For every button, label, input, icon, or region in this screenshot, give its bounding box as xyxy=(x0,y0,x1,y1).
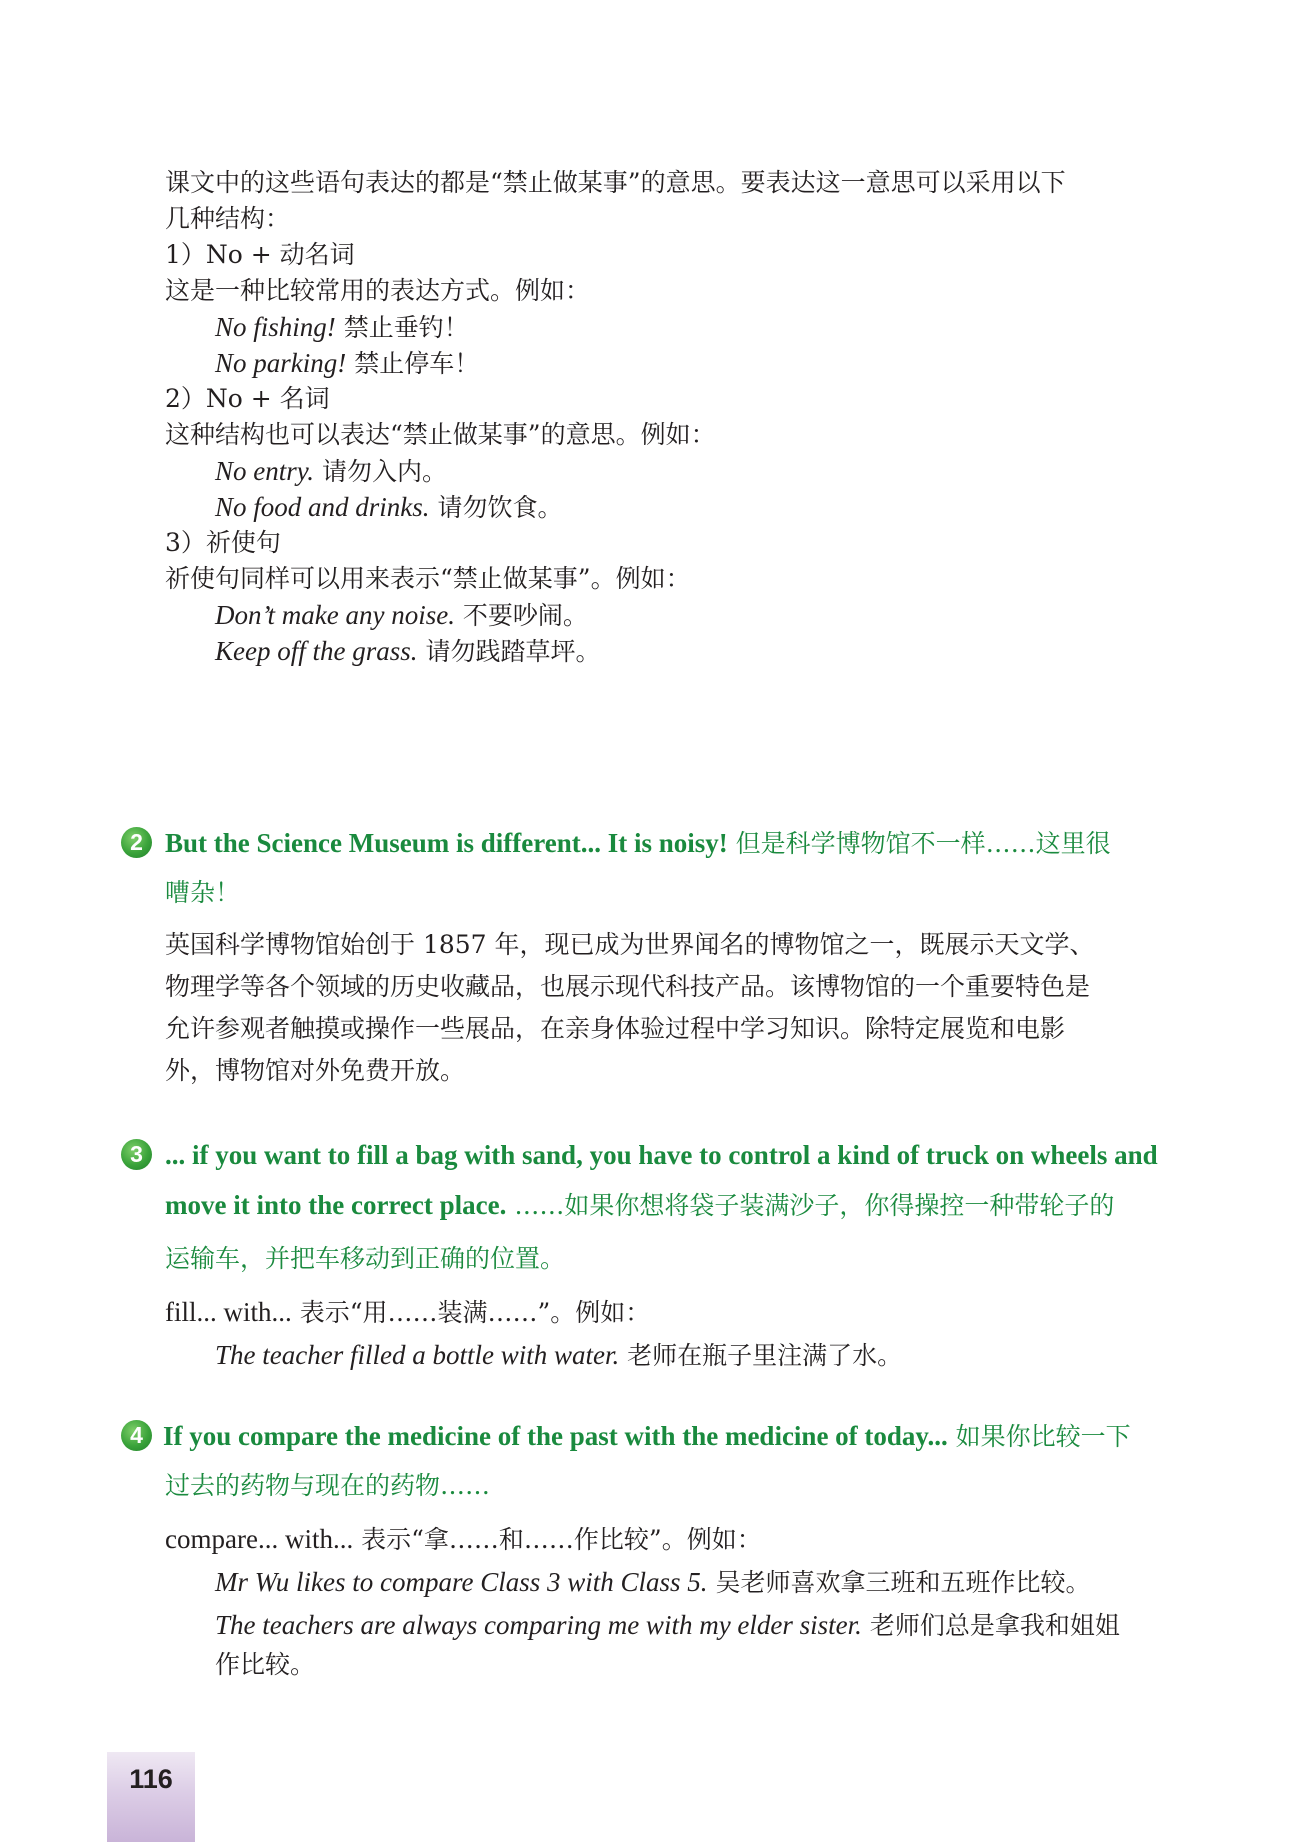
example-en: No fishing! xyxy=(215,312,336,342)
example-keep-off-grass xyxy=(215,636,600,667)
note-2-heading-zh: 但是科学博物馆不一样……这里很 xyxy=(727,829,1111,858)
structure-1-desc: 这是一种比较常用的表达方式。例如： xyxy=(165,276,591,305)
example-zh: 禁止垂钓！ xyxy=(335,313,469,342)
note-4-usage-zh: 表示“拿……和……作比较”。例如： xyxy=(353,1525,762,1554)
page-number: 116 xyxy=(129,1764,173,1794)
example-en: No parking! xyxy=(215,348,347,378)
example-zh: 请勿践踏草坪。 xyxy=(417,637,601,666)
example-zh: 吴老师喜欢拿三班和五班作比较。 xyxy=(707,1568,1091,1597)
example-zh: 请勿入内。 xyxy=(314,457,447,486)
structure-3-desc: 祈使句同样可以用来表示“禁止做某事”。例如： xyxy=(165,564,691,593)
example-en: Don’t make any noise. xyxy=(215,600,455,630)
example-zh: 禁止停车！ xyxy=(346,349,480,378)
note-number-icon: 3 xyxy=(121,1139,152,1170)
example-en: No food and drinks. xyxy=(215,492,430,522)
example-zh: 不要吵闹。 xyxy=(454,601,588,630)
structure-1-title: 1）No + 动名词 xyxy=(165,240,355,269)
note-4-usage-en: compare... with... xyxy=(165,1524,354,1554)
structure-2-desc: 这种结构也可以表达“禁止做某事”的意思。例如： xyxy=(165,420,716,449)
note-4-heading-line-2: 过去的药物与现在的药物…… xyxy=(165,1471,491,1500)
note-4-heading-zh: 如果你比较一下 xyxy=(947,1422,1131,1451)
example-no-entry xyxy=(215,456,447,487)
note-4-usage xyxy=(165,1524,762,1555)
example-no-noise xyxy=(215,600,588,631)
note-2-body-line-3: 允许参观者触摸或操作一些展品，在亲身体验过程中学习知识。除特定展览和电影 xyxy=(165,1014,1066,1043)
note-2-heading-line-1 xyxy=(165,828,1111,859)
note-3-heading-line-1 xyxy=(165,1140,1158,1171)
note-4-example-1 xyxy=(215,1567,1090,1598)
note-2-body-line-4: 外，博物馆对外免费开放。 xyxy=(165,1056,466,1085)
note-4-heading-en: If you compare the medicine of the past with the medicine of today... xyxy=(163,1421,948,1451)
note-2-heading-line-2: 嘈杂！ xyxy=(165,878,241,907)
example-en: Mr Wu likes to compare Class 3 with Class 5. xyxy=(215,1567,708,1597)
example-no-food xyxy=(215,492,562,523)
example-en: No entry. xyxy=(215,456,314,486)
structure-3-title: 3）祈使句 xyxy=(165,528,281,557)
example-zh: 老师们总是拿我和姐姐 xyxy=(861,1611,1120,1640)
intro-line-2: 几种结构： xyxy=(165,204,291,233)
note-2-body-line-2: 物理学等各个领域的历史收藏品，也展示现代科技产品。该博物馆的一个重要特色是 xyxy=(165,972,1091,1001)
example-zh: 老师在瓶子里注满了水。 xyxy=(619,1341,903,1370)
note-3-heading-en: ... if you want to fill a bag with sand, you have to control a kind of truck on wheels and xyxy=(165,1140,1158,1170)
example-en: The teacher filled a bottle with water. xyxy=(215,1340,620,1370)
example-no-fishing xyxy=(215,312,469,343)
note-3-heading-line-3: 运输车，并把车移动到正确的位置。 xyxy=(165,1244,566,1273)
note-4-example-2 xyxy=(215,1610,1120,1641)
example-en: Keep off the grass. xyxy=(215,636,418,666)
structure-2-title: 2）No + 名词 xyxy=(165,384,330,413)
note-3-usage-en: fill... with... xyxy=(165,1297,292,1327)
note-3-heading-line-2 xyxy=(165,1190,1114,1221)
note-4-example-2-cont: 作比较。 xyxy=(215,1650,316,1679)
note-4-heading-line-1 xyxy=(163,1421,1131,1452)
example-en: The teachers are always comparing me with my elder sister. xyxy=(215,1610,862,1640)
note-3-usage xyxy=(165,1297,650,1328)
note-3-heading-zh: ……如果你想将袋子装满沙子，你得操控一种带轮子的 xyxy=(506,1191,1115,1220)
note-3-example xyxy=(215,1340,902,1371)
note-3-usage-zh: 表示“用……装满……”。例如： xyxy=(291,1298,651,1327)
note-3-heading-en-cont: move it into the correct place. xyxy=(165,1190,507,1220)
note-number-icon: 2 xyxy=(121,827,152,858)
note-number-icon: 4 xyxy=(121,1420,152,1451)
note-2-heading-en: But the Science Museum is different... It is noisy! xyxy=(165,828,728,858)
example-no-parking xyxy=(215,348,479,379)
note-2-body-line-1: 英国科学博物馆始创于 1857 年，现已成为世界闻名的博物馆之一，既展示天文学、 xyxy=(165,930,1095,959)
example-zh: 请勿饮食。 xyxy=(429,493,563,522)
intro-line-1: 课文中的这些语句表达的都是“禁止做某事”的意思。要表达这一意思可以采用以下 xyxy=(165,168,1066,197)
